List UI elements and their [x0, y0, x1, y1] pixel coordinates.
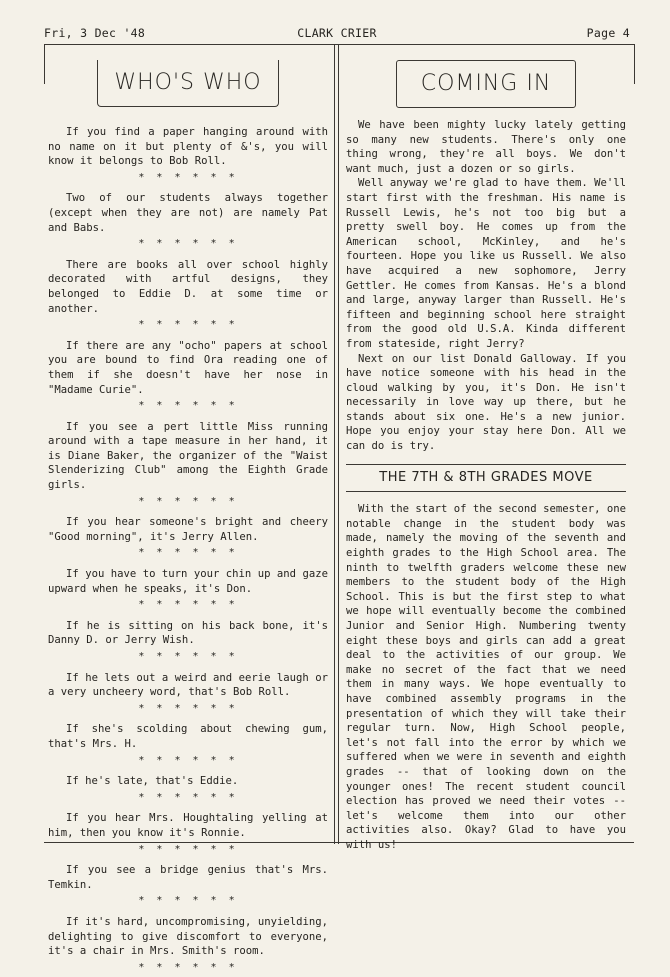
- star-divider: * * * * * *: [138, 599, 238, 611]
- whos-who-item: If you have to turn your chin up and gaze upward when he speaks, it's Don.: [48, 568, 328, 595]
- whos-who-column: [48, 60, 328, 977]
- whos-who-item: If he is sitting on his back bone, it's Danny D. or Jerry Wish.: [48, 619, 328, 647]
- whos-who-item: If you find a paper hanging around with no name on it but plenty of &'s, you will know it belongs to Bob Roll.: [48, 126, 328, 168]
- coming-in-title: COMING IN: [396, 60, 576, 108]
- page-number: Page 4: [586, 26, 630, 40]
- star-divider: * * * * * *: [138, 319, 238, 331]
- star-divider: * * * * * *: [138, 651, 238, 662]
- column-divider: [334, 44, 335, 844]
- whos-who-item: If he's late, that's Eddie.: [66, 775, 239, 788]
- star-divider: * * * * * *: [138, 702, 238, 714]
- grades-move-title: THE 7TH & 8TH GRADES MOVE: [346, 464, 626, 493]
- top-rule: [44, 44, 634, 45]
- coming-in-paragraph: Well anyway we're glad to have them. We'll start first with the freshman. His name is Russell Lewis, he's not too big but a pretty swell boy. He comes up from the American school, McKinley, and he's fourteen. Hope you like us Russell. We also have acquired a new sophomore, Jerry Gettler. He comes from Kansas. He's a blond and large, anyway larger than Russell. He's fifteen and beginning school here straight from the good old U.S.A. Kinda different from stateside, right Jerry?: [346, 177, 626, 350]
- left-border-tick: [44, 44, 45, 84]
- star-divider: * * * * * *: [138, 547, 238, 559]
- star-divider: * * * * * *: [138, 495, 238, 507]
- issue-date: Fri, 3 Dec '48: [44, 26, 146, 40]
- star-divider: * * * * * *: [138, 238, 238, 250]
- whos-who-item: If you see a pert little Miss running around with a tape measure in her hand, it is Diane Baker, the organizer of the "Waist Slenderizing Club" among the Eighth Grade girls.: [48, 420, 328, 492]
- coming-in-paragraph: Next on our list Donald Galloway. If you have notice someone with his head in the cloud walking by you, it's Don. He isn't necessarily in love way up there, but he stands about six one. He's a new junior. Hope you enjoy your stay here Don. All we can do is try.: [346, 352, 626, 453]
- column-divider-inner: [338, 44, 339, 844]
- coming-in-column: [346, 60, 626, 853]
- whos-who-item: If there are any "ocho" papers at school you are bound to find Ora reading one of them if she doesn't have her nose in "Madame Curie".: [48, 339, 328, 396]
- newspaper-name: CLARK CRIER: [297, 26, 377, 40]
- whos-who-item: If you see a bridge genius that's Mrs. Temkin.: [48, 864, 328, 891]
- whos-who-item: If you hear Mrs. Houghtaling yelling at him, then you know it's Ronnie.: [48, 812, 328, 839]
- page-header: [44, 26, 630, 42]
- whos-who-item: Two of our students always together (except when they are not) are namely Pat and Babs.: [48, 192, 328, 234]
- whos-who-item: If she's scolding about chewing gum, that's Mrs. H.: [48, 723, 328, 750]
- star-divider: * * * * * *: [138, 791, 238, 803]
- star-divider: * * * * * *: [138, 171, 238, 183]
- star-divider: * * * * * *: [138, 843, 238, 855]
- whos-who-title: WHO'S WHO: [97, 60, 279, 107]
- star-divider: * * * * * *: [138, 754, 238, 766]
- coming-in-paragraph: We have been mighty lucky lately getting so many new students. There's only one thing wrong, they're all boys. We don't want much, just a dozen or so girls.: [346, 119, 626, 175]
- whos-who-item: There are books all over school highly decorated with artful designs, they belonged to Eddie D. at some time or another.: [48, 258, 328, 315]
- star-divider: * * * * * *: [138, 895, 238, 907]
- star-divider: * * * * * *: [138, 961, 238, 973]
- whos-who-item: If it's hard, uncompromising, unyielding, delighting to give discomfort to everyone, it's a chair in Mrs. Smith's room.: [48, 915, 328, 958]
- grades-move-paragraph: With the start of the second semester, one notable change in the student body was made, namely the moving of the seventh and eighth grades to the High School area. The ninth to twelfth graders welcome these new members to the student body of the High School. This is but the first step to what we hope will eventually become the combined Junior and Senior High. Numbering twenty eight these boys and girls can add a great deal to the activities of our group. We make no secret of the fact that we need them in many ways. We hope eventually to have combined assembly programs in the presentation of which they will take their regular turn. Now, High School people, let's not fall into the error by which we suffered when we were in seventh and eighth grades -- that of looking down on the younger ones! The recent student council election has proved we need their votes --let's welcome them into our other activities also. Okay? Glad to have you with us!: [346, 503, 626, 851]
- star-divider: * * * * * *: [138, 400, 238, 412]
- right-border-tick: [634, 44, 635, 84]
- whos-who-item: If he lets out a weird and eerie laugh or a very uncheery word, that's Bob Roll.: [48, 671, 328, 699]
- whos-who-item: If you hear someone's bright and cheery "Good morning", it's Jerry Allen.: [48, 516, 328, 543]
